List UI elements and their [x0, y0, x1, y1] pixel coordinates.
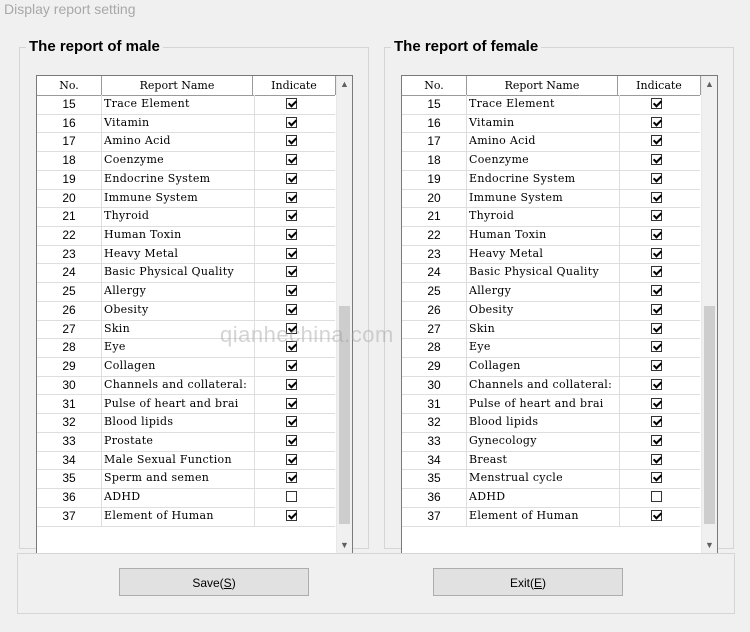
- indicate-checkbox[interactable]: [651, 472, 662, 483]
- report-name: Thyroid: [102, 207, 255, 226]
- table-row[interactable]: [37, 151, 335, 171]
- row-number: 32: [402, 413, 467, 432]
- indicate-cell: [253, 469, 335, 488]
- row-number: 16: [402, 114, 467, 133]
- indicate-cell: [253, 282, 335, 301]
- indicate-cell: [618, 357, 700, 376]
- exit-accelerator: E: [533, 576, 542, 590]
- column-header-indicate[interactable]: Indicate: [618, 76, 701, 95]
- row-number: 17: [402, 132, 467, 151]
- male-report-list[interactable]: [36, 75, 353, 554]
- table-row[interactable]: [402, 432, 700, 452]
- report-name: Collagen: [467, 357, 620, 376]
- report-name: ADHD: [102, 488, 255, 507]
- exit-button[interactable]: [433, 568, 623, 596]
- indicate-checkbox[interactable]: [286, 360, 297, 371]
- report-name: Coenzyme: [467, 151, 620, 170]
- indicate-checkbox[interactable]: [651, 173, 662, 184]
- indicate-cell: [253, 488, 335, 507]
- report-name: Endocrine System: [102, 170, 255, 189]
- indicate-checkbox[interactable]: [286, 285, 297, 296]
- indicate-cell: [253, 357, 335, 376]
- table-row[interactable]: [402, 376, 700, 396]
- table-row[interactable]: [402, 170, 700, 190]
- indicate-cell: [618, 507, 700, 526]
- indicate-checkbox[interactable]: [651, 285, 662, 296]
- table-row[interactable]: [37, 207, 335, 227]
- table-row[interactable]: [402, 114, 700, 134]
- table-row[interactable]: [402, 488, 700, 508]
- indicate-cell: [618, 282, 700, 301]
- row-number: 36: [402, 488, 467, 507]
- column-header-indicate[interactable]: Indicate: [253, 76, 336, 95]
- indicate-checkbox[interactable]: [651, 210, 662, 221]
- report-name: Obesity: [467, 301, 620, 320]
- chevron-down-icon[interactable]: ▼: [705, 540, 714, 550]
- table-row[interactable]: [402, 263, 700, 283]
- indicate-checkbox[interactable]: [286, 192, 297, 203]
- column-header-no[interactable]: No.: [37, 76, 102, 95]
- table-row[interactable]: [402, 320, 700, 340]
- indicate-cell: [618, 338, 700, 357]
- male-report-group: [19, 38, 369, 550]
- indicate-cell: [618, 189, 700, 208]
- report-name: Blood lipids: [102, 413, 255, 432]
- indicate-checkbox[interactable]: [651, 416, 662, 427]
- table-row[interactable]: [37, 395, 335, 415]
- report-name: Amino Acid: [467, 132, 620, 151]
- indicate-checkbox[interactable]: [651, 360, 662, 371]
- table-row[interactable]: [37, 95, 335, 115]
- indicate-cell: [253, 151, 335, 170]
- indicate-checkbox[interactable]: [651, 98, 662, 109]
- indicate-checkbox[interactable]: [286, 435, 297, 446]
- row-number: 18: [402, 151, 467, 170]
- indicate-cell: [618, 263, 700, 282]
- list-header: [402, 76, 700, 96]
- row-number: 32: [37, 413, 102, 432]
- report-name: Endocrine System: [467, 170, 620, 189]
- indicate-checkbox[interactable]: [651, 229, 662, 240]
- indicate-checkbox[interactable]: [651, 192, 662, 203]
- table-row[interactable]: [37, 432, 335, 452]
- dialog-content: [0, 22, 750, 632]
- indicate-checkbox[interactable]: [286, 173, 297, 184]
- indicate-checkbox[interactable]: [651, 510, 662, 521]
- indicate-checkbox[interactable]: [651, 398, 662, 409]
- indicate-cell: [253, 189, 335, 208]
- row-number: 24: [402, 263, 467, 282]
- indicate-checkbox[interactable]: [286, 510, 297, 521]
- indicate-checkbox[interactable]: [651, 454, 662, 465]
- report-name: Skin: [102, 320, 255, 339]
- row-number: 37: [402, 507, 467, 526]
- male-group-legend: The report of male: [26, 38, 163, 55]
- indicate-checkbox[interactable]: [286, 135, 297, 146]
- indicate-checkbox[interactable]: [286, 416, 297, 427]
- table-row[interactable]: [402, 338, 700, 358]
- indicate-checkbox[interactable]: [651, 266, 662, 277]
- table-row[interactable]: [37, 189, 335, 209]
- report-name: Allergy: [467, 282, 620, 301]
- indicate-cell: [618, 151, 700, 170]
- indicate-cell: [253, 451, 335, 470]
- table-row[interactable]: [37, 357, 335, 377]
- indicate-checkbox[interactable]: [651, 323, 662, 334]
- table-row[interactable]: [402, 413, 700, 433]
- row-number: 37: [37, 507, 102, 526]
- indicate-cell: [253, 132, 335, 151]
- indicate-cell: [253, 395, 335, 414]
- row-number: 33: [402, 432, 467, 451]
- row-number: 35: [402, 469, 467, 488]
- table-row[interactable]: [402, 507, 700, 527]
- exit-label-end: ): [542, 576, 546, 590]
- indicate-checkbox[interactable]: [286, 398, 297, 409]
- save-accelerator: S: [223, 576, 232, 590]
- indicate-checkbox[interactable]: [286, 266, 297, 277]
- save-button[interactable]: [119, 568, 309, 596]
- table-row[interactable]: [37, 245, 335, 265]
- indicate-checkbox[interactable]: [651, 435, 662, 446]
- table-row[interactable]: [402, 132, 700, 152]
- row-number: 36: [37, 488, 102, 507]
- report-name: Gynecology: [467, 432, 620, 451]
- table-row[interactable]: [37, 132, 335, 152]
- indicate-checkbox[interactable]: [286, 229, 297, 240]
- row-number: 33: [37, 432, 102, 451]
- report-name: Basic Physical Quality: [102, 263, 255, 282]
- report-name: Immune System: [467, 189, 620, 208]
- report-name: Allergy: [102, 282, 255, 301]
- indicate-checkbox[interactable]: [651, 117, 662, 128]
- indicate-cell: [253, 263, 335, 282]
- report-name: Pulse of heart and brai: [467, 395, 620, 414]
- save-label: Save(: [192, 576, 224, 590]
- row-number: 34: [37, 451, 102, 470]
- save-label-end: ): [231, 576, 236, 590]
- indicate-cell: [618, 95, 700, 114]
- female-group-legend: The report of female: [391, 38, 541, 55]
- row-number: 21: [402, 207, 467, 226]
- report-name: Human Toxin: [467, 226, 620, 245]
- indicate-cell: [253, 301, 335, 320]
- row-number: 22: [37, 226, 102, 245]
- indicate-cell: [253, 507, 335, 526]
- report-name: Pulse of heart and brai: [102, 395, 255, 414]
- row-number: 25: [402, 282, 467, 301]
- indicate-cell: [618, 245, 700, 264]
- indicate-checkbox[interactable]: [651, 154, 662, 165]
- row-number: 31: [37, 395, 102, 414]
- row-number: 18: [37, 151, 102, 170]
- chevron-up-icon[interactable]: ▲: [340, 79, 349, 89]
- report-name: Human Toxin: [102, 226, 255, 245]
- table-row[interactable]: [37, 226, 335, 246]
- female-report-group: [384, 38, 734, 550]
- window-title: Display report setting: [4, 1, 136, 17]
- report-name: Element of Human: [467, 507, 620, 526]
- report-name: Skin: [467, 320, 620, 339]
- indicate-cell: [253, 413, 335, 432]
- indicate-cell: [618, 301, 700, 320]
- indicate-checkbox[interactable]: [651, 304, 662, 315]
- table-row[interactable]: [402, 395, 700, 415]
- indicate-checkbox[interactable]: [286, 248, 297, 259]
- indicate-cell: [618, 132, 700, 151]
- row-number: 22: [402, 226, 467, 245]
- indicate-cell: [618, 432, 700, 451]
- indicate-checkbox[interactable]: [286, 210, 297, 221]
- indicate-checkbox[interactable]: [286, 154, 297, 165]
- table-row[interactable]: [402, 226, 700, 246]
- row-number: 20: [402, 189, 467, 208]
- watermark: qianhechina.com: [220, 322, 394, 347]
- table-row[interactable]: [37, 469, 335, 489]
- indicate-cell: [253, 376, 335, 395]
- indicate-cell: [618, 469, 700, 488]
- report-name: Eye: [467, 338, 620, 357]
- indicate-cell: [253, 245, 335, 264]
- row-number: 23: [402, 245, 467, 264]
- row-number: 19: [37, 170, 102, 189]
- indicate-checkbox[interactable]: [651, 248, 662, 259]
- table-row[interactable]: [402, 357, 700, 377]
- report-name: Menstrual cycle: [467, 469, 620, 488]
- indicate-checkbox[interactable]: [286, 491, 297, 502]
- report-name: Coenzyme: [102, 151, 255, 170]
- row-number: 28: [402, 338, 467, 357]
- table-row[interactable]: [402, 151, 700, 171]
- row-number: 30: [402, 376, 467, 395]
- row-number: 35: [37, 469, 102, 488]
- indicate-cell: [618, 207, 700, 226]
- indicate-checkbox[interactable]: [651, 341, 662, 352]
- report-name: Element of Human: [102, 507, 255, 526]
- report-name: Vitamin: [102, 114, 255, 133]
- row-number: 26: [37, 301, 102, 320]
- table-row[interactable]: [37, 114, 335, 134]
- row-number: 28: [37, 338, 102, 357]
- row-number: 29: [37, 357, 102, 376]
- report-name: Eye: [102, 338, 255, 357]
- row-number: 15: [37, 95, 102, 114]
- indicate-cell: [253, 114, 335, 133]
- table-row[interactable]: [37, 263, 335, 283]
- table-row[interactable]: [402, 245, 700, 265]
- report-name: Prostate: [102, 432, 255, 451]
- table-row[interactable]: [37, 488, 335, 508]
- report-name: Male Sexual Function: [102, 451, 255, 470]
- table-row[interactable]: [37, 413, 335, 433]
- indicate-cell: [618, 114, 700, 133]
- column-header-report-name[interactable]: Report Name: [102, 76, 253, 95]
- report-name: Channels and collateral:: [467, 376, 620, 395]
- row-number: 16: [37, 114, 102, 133]
- report-name: ADHD: [467, 488, 620, 507]
- indicate-checkbox[interactable]: [651, 491, 662, 502]
- indicate-checkbox[interactable]: [286, 98, 297, 109]
- indicate-cell: [253, 432, 335, 451]
- chevron-down-icon[interactable]: ▼: [340, 540, 349, 550]
- row-number: 31: [402, 395, 467, 414]
- row-number: 25: [37, 282, 102, 301]
- row-number: 19: [402, 170, 467, 189]
- row-number: 20: [37, 189, 102, 208]
- row-number: 27: [402, 320, 467, 339]
- indicate-checkbox[interactable]: [286, 379, 297, 390]
- report-name: Obesity: [102, 301, 255, 320]
- indicate-cell: [618, 376, 700, 395]
- indicate-cell: [618, 395, 700, 414]
- table-row[interactable]: [37, 301, 335, 321]
- report-name: Blood lipids: [467, 413, 620, 432]
- indicate-cell: [618, 413, 700, 432]
- report-name: Breast: [467, 451, 620, 470]
- report-name: Heavy Metal: [102, 245, 255, 264]
- row-number: 27: [37, 320, 102, 339]
- indicate-cell: [253, 207, 335, 226]
- button-panel: [17, 553, 735, 614]
- row-number: 26: [402, 301, 467, 320]
- report-name: Sperm and semen: [102, 469, 255, 488]
- table-row[interactable]: [402, 301, 700, 321]
- table-row[interactable]: [402, 189, 700, 209]
- indicate-cell: [618, 226, 700, 245]
- row-number: 29: [402, 357, 467, 376]
- female-scroll-thumb[interactable]: [704, 306, 715, 524]
- row-number: 30: [37, 376, 102, 395]
- indicate-cell: [253, 226, 335, 245]
- report-name: Basic Physical Quality: [467, 263, 620, 282]
- report-name: Trace Element: [467, 95, 620, 114]
- indicate-cell: [618, 170, 700, 189]
- table-row[interactable]: [37, 376, 335, 396]
- indicate-cell: [253, 170, 335, 189]
- chevron-up-icon[interactable]: ▲: [705, 79, 714, 89]
- row-number: 34: [402, 451, 467, 470]
- list-header: [37, 76, 335, 96]
- indicate-checkbox[interactable]: [651, 379, 662, 390]
- row-number: 21: [37, 207, 102, 226]
- indicate-cell: [618, 320, 700, 339]
- table-row[interactable]: [402, 207, 700, 227]
- report-name: Heavy Metal: [467, 245, 620, 264]
- female-scrollbar[interactable]: [701, 76, 717, 553]
- exit-label: Exit(: [509, 576, 534, 590]
- female-report-list[interactable]: [401, 75, 718, 554]
- column-header-report-name[interactable]: Report Name: [467, 76, 618, 95]
- column-header-no[interactable]: No.: [402, 76, 467, 95]
- table-row[interactable]: [402, 451, 700, 471]
- table-row[interactable]: [37, 451, 335, 471]
- indicate-checkbox[interactable]: [286, 117, 297, 128]
- table-row[interactable]: [37, 282, 335, 302]
- report-name: Immune System: [102, 189, 255, 208]
- indicate-cell: [618, 451, 700, 470]
- table-row[interactable]: [37, 170, 335, 190]
- report-name: Vitamin: [467, 114, 620, 133]
- report-name: Amino Acid: [102, 132, 255, 151]
- report-name: Channels and collateral:: [102, 376, 255, 395]
- row-number: 23: [37, 245, 102, 264]
- male-scrollbar[interactable]: [336, 76, 352, 553]
- indicate-checkbox[interactable]: [286, 454, 297, 465]
- row-number: 17: [37, 132, 102, 151]
- row-number: 15: [402, 95, 467, 114]
- table-row[interactable]: [402, 95, 700, 115]
- indicate-checkbox[interactable]: [286, 304, 297, 315]
- row-number: 24: [37, 263, 102, 282]
- indicate-checkbox[interactable]: [651, 135, 662, 146]
- report-name: Thyroid: [467, 207, 620, 226]
- table-row[interactable]: [37, 507, 335, 527]
- table-row[interactable]: [402, 282, 700, 302]
- report-name: Trace Element: [102, 95, 255, 114]
- table-row[interactable]: [402, 469, 700, 489]
- report-name: Collagen: [102, 357, 255, 376]
- indicate-checkbox[interactable]: [286, 472, 297, 483]
- indicate-cell: [618, 488, 700, 507]
- indicate-cell: [253, 95, 335, 114]
